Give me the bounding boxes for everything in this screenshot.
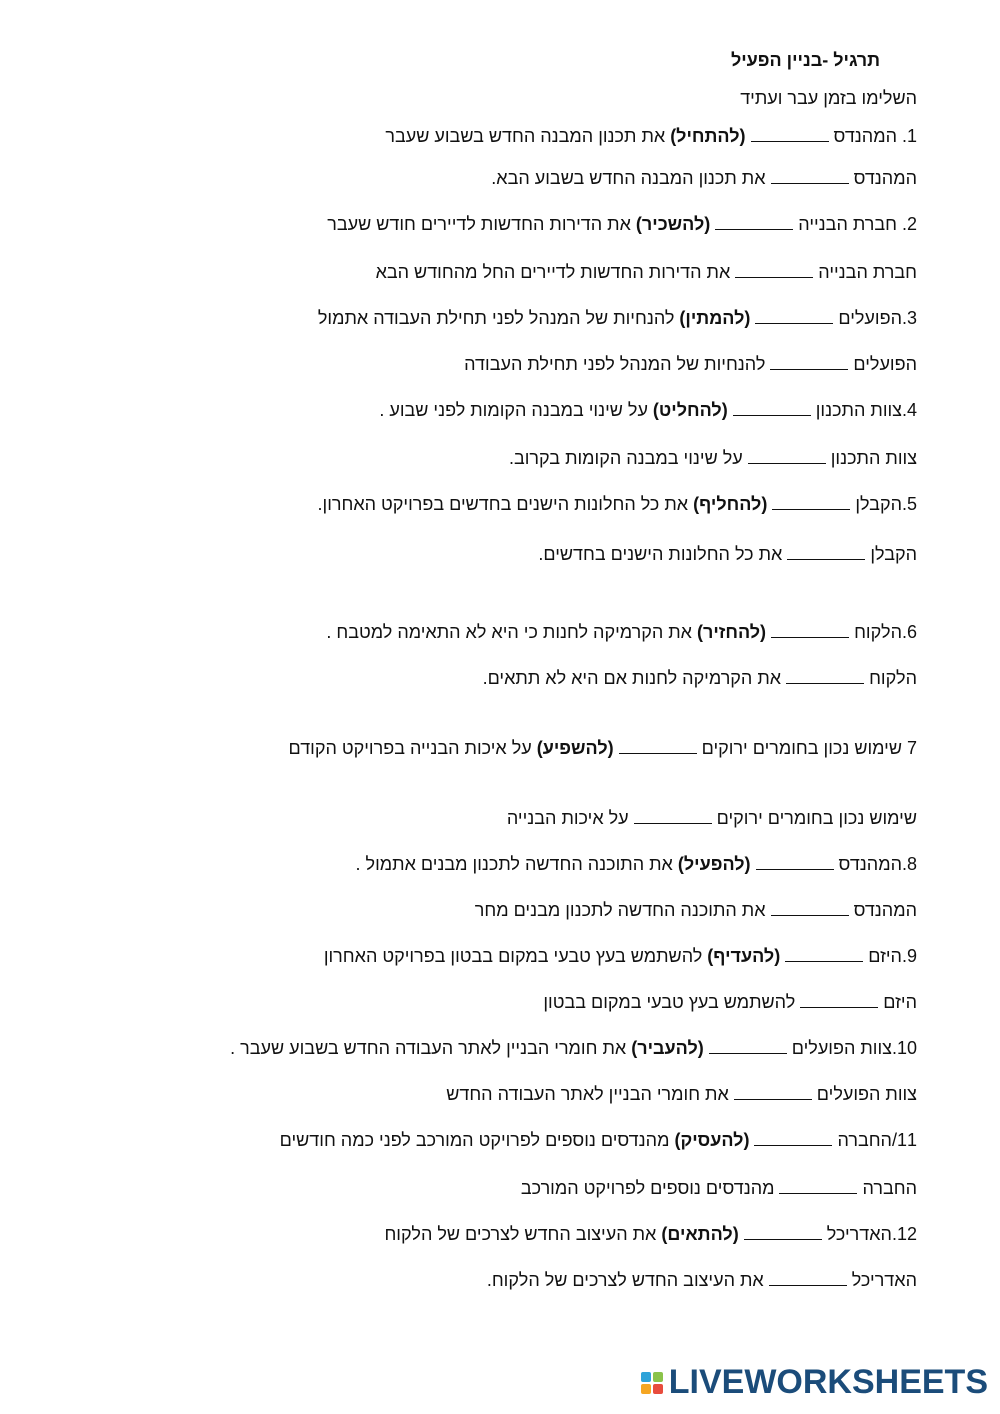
brand-name: LIVEWORKSHEETS [668,1363,988,1401]
sentence-6-future [483,666,917,690]
answer-blank[interactable] [735,261,813,278]
sentence-text: את תכנון המבנה החדש בשבוע שעבר [385,126,671,146]
verb-hint: (להמתין) [679,308,751,328]
verb-hint: (להשפיע) [536,738,614,758]
sentence-9-past [324,944,917,968]
answer-blank[interactable] [772,493,850,510]
sentence-4-future [509,446,917,470]
sentence-text: 12.האדריכל [821,1224,917,1244]
answer-blank[interactable] [619,737,697,754]
verb-hint: (להחזיר) [696,622,767,642]
sentence-text: הפועלים [848,354,917,374]
sentence-text: 1. המהנדס [828,126,917,146]
verb-hint: (להעביר) [631,1038,704,1058]
sentence-text: את הקרמיקה לחנות אם היא לא תתאים. [482,668,787,688]
sentence-text: הלקוח [864,668,917,688]
sentence-text: 3.הפועלים [833,308,917,328]
verb-hint: (להפעיל) [677,854,751,874]
sentence-2-past [327,212,917,236]
sentence-text: המהנדס [848,168,917,188]
sentence-8-future [475,898,917,922]
verb-hint: (להחליט) [652,400,728,420]
sentence-text: את התוכנה החדשה לתכנון מבנים אתמול . [355,854,678,874]
sentence-text: החברה [857,1178,917,1198]
answer-blank[interactable] [771,621,849,638]
sentence-text: 10.צוות הפועלים [786,1038,917,1058]
verb-hint: (להעדיף) [707,946,781,966]
sentence-text: את כל החלונות הישנים בחדשים. [538,544,788,564]
answer-blank[interactable] [756,853,834,870]
sentence-text: 5.הקבלן [850,494,917,514]
sentence-1-future [491,166,917,190]
instructions: השלימו בזמן עבר ועתיד [740,88,917,108]
answer-blank[interactable] [715,213,793,230]
answer-blank[interactable] [769,1269,847,1286]
sentence-12-future [487,1268,917,1292]
answer-blank[interactable] [771,167,849,184]
sentence-text: להשתמש בעץ טבעי במקום בבטון בפרויקט האחרון [323,946,708,966]
answer-blank[interactable] [771,899,849,916]
worksheet-title: תרגיל -בניין הפעיל [730,50,880,70]
liveworksheets-logo [641,1363,988,1402]
sentence-text: להנחיות של המנהל לפני תחילת העבודה אתמול [317,308,680,328]
sentence-text: צוות התכנון [825,448,917,468]
answer-blank[interactable] [786,667,864,684]
answer-blank[interactable] [733,399,811,416]
sentence-text: הקבלן [865,544,917,564]
sentence-1-past [385,124,917,148]
sentence-text: 4.צוות התכנון [810,400,917,420]
sentence-5-past [318,492,917,516]
sentence-text: 7 שימוש נכון בחומרים ירוקים [696,738,917,758]
sentence-text: על איכות הבנייה [506,808,634,828]
sentence-9-future [543,990,917,1014]
logo-grid-icon [641,1372,663,1394]
answer-blank[interactable] [748,447,826,464]
answer-blank[interactable] [800,991,878,1008]
sentence-text: את תכנון המבנה החדש בשבוע הבא. [491,168,771,188]
answer-blank[interactable] [787,543,865,560]
sentence-text: 2. חברת הבנייה [793,214,917,234]
sentence-text: 9.היזם [863,946,917,966]
verb-hint: (להתאים) [661,1224,739,1244]
answer-blank[interactable] [709,1037,787,1054]
sentence-text: היזם [878,992,917,1012]
sentence-text: להנחיות של המנהל לפני תחילת העבודה [464,354,771,374]
sentence-8-past [356,852,917,876]
answer-blank[interactable] [770,353,848,370]
sentence-text: שימוש נכון בחומרים ירוקים [711,808,917,828]
answer-blank[interactable] [755,307,833,324]
sentence-text: את הדירות החדשות לדיירים חודש שעבר [327,214,636,234]
sentence-3-past [318,306,917,330]
sentence-text: חברת הבנייה [813,262,917,282]
sentence-6-past [326,620,917,644]
sentence-5-future [538,542,917,566]
sentence-text: את הקרמיקה לחנות כי היא לא התאימה למטבח . [326,622,697,642]
sentence-text: 11/החברה [832,1130,917,1150]
sentence-12-past [384,1222,917,1246]
sentence-7-past [289,736,917,760]
answer-blank[interactable] [751,125,829,142]
sentence-text: האדריכל [846,1270,917,1290]
sentence-text: את חומרי הבניין לאתר העבודה החדש בשבוע שעבר . [230,1038,632,1058]
sentence-text: מהנדסים נוספים לפרויקט המורכב לפני כמה חודשים [279,1130,675,1150]
sentence-text: על שינוי במבנה הקומות לפני שבוע . [379,400,653,420]
sentence-text: את כל החלונות הישנים בחדשים בפרויקט האחרון. [317,494,694,514]
sentence-text: על איכות הבנייה בפרויקט הקודם [288,738,537,758]
sentence-text: מהנדסים נוספים לפרויקט המורכב [520,1178,780,1198]
answer-blank[interactable] [734,1083,812,1100]
answer-blank[interactable] [785,945,863,962]
sentence-11-past [280,1128,917,1152]
answer-blank[interactable] [744,1223,822,1240]
sentence-text: צוות הפועלים [811,1084,917,1104]
sentence-4-past [379,398,917,422]
sentence-10-past [230,1036,917,1060]
verb-hint: (להחליף) [693,494,768,514]
sentence-10-future [446,1082,917,1106]
sentence-text: 8.המהנדס [833,854,917,874]
sentence-7-future [507,806,917,830]
answer-blank[interactable] [634,807,712,824]
verb-hint: (להעסיק) [674,1130,750,1150]
sentence-2-future [376,260,917,284]
sentence-text: על שינוי במבנה הקומות בקרוב. [508,448,748,468]
sentence-text: להשתמש בעץ טבעי במקום בבטון [543,992,801,1012]
sentence-text: את העיצוב החדש לצרכים של הלקוח [384,1224,662,1244]
sentence-text: את העיצוב החדש לצרכים של הלקוח. [486,1270,769,1290]
sentence-text: את התוכנה החדשה לתכנון מבנים מחר [474,900,771,920]
answer-blank[interactable] [754,1129,832,1146]
sentence-3-future [464,352,917,376]
sentence-text: את חומרי הבניין לאתר העבודה החדש [446,1084,734,1104]
verb-hint: (להתחיל) [670,126,746,146]
sentence-text: המהנדס [848,900,917,920]
sentence-text: 6.הלקוח [849,622,917,642]
verb-hint: (להשכיר) [635,214,711,234]
sentence-text: את הדירות החדשות לדיירים החל מהחודש הבא [375,262,736,282]
sentence-11-future [521,1176,917,1200]
answer-blank[interactable] [779,1177,857,1194]
